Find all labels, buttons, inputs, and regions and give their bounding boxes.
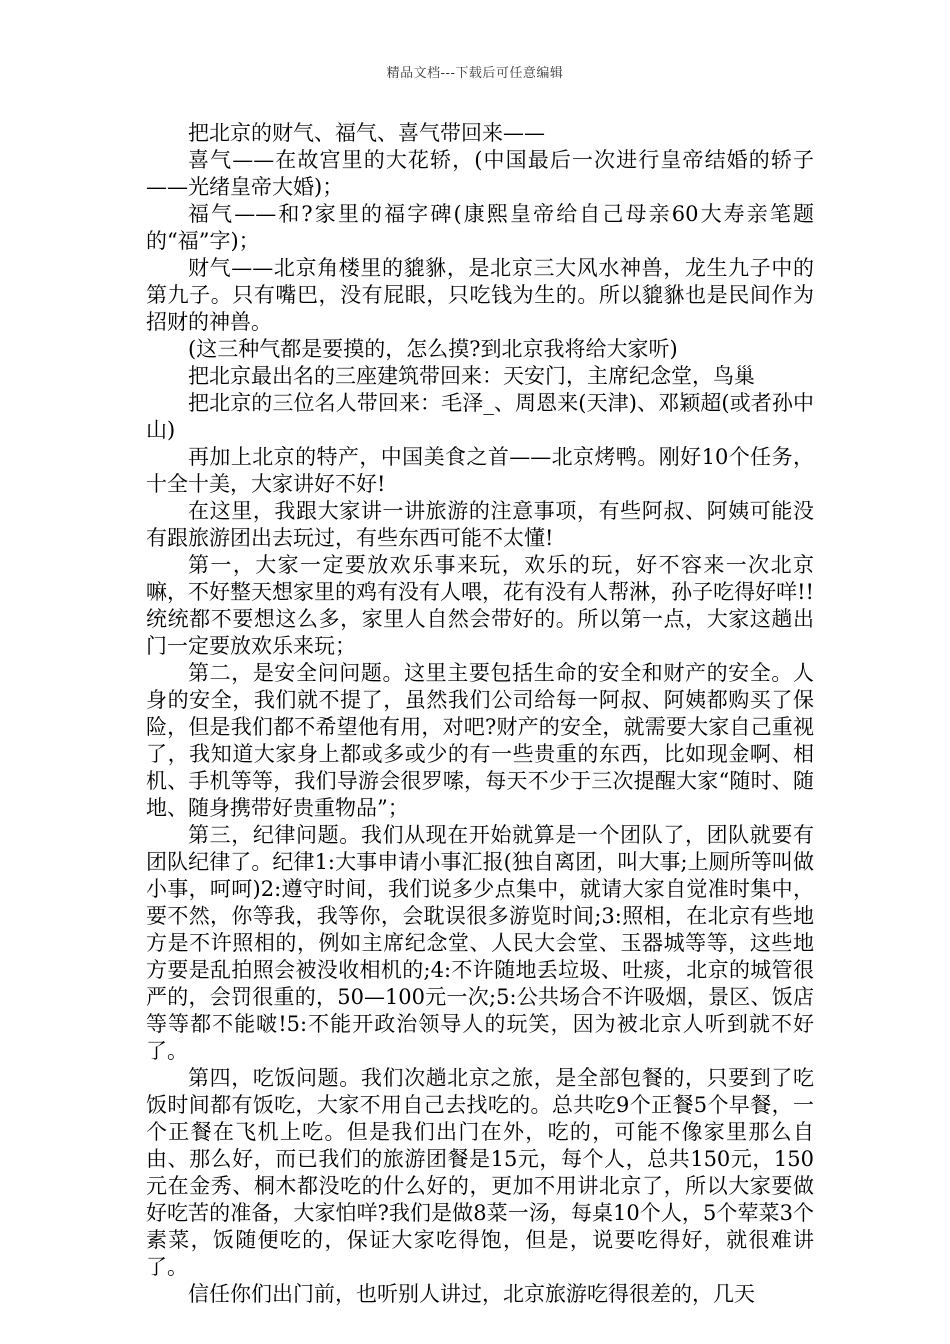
paragraph: 第二，是安全问问题。这里主要包括生命的安全和财产的安全。人身的安全，我们就不提了，虽然我们公司给每一阿叔、阿姨都购买了保险，但是我们都不希望他有用，对吧?财产的安全，就需要大家自己重视了，我知道大家身上都或多或少的有一些贵重的东西，比如现金啊、相机、手机等等，我们导游会很罗嗦，每天不少于三次提醒大家“随时、随地、随身携带好贵重物品”；: [146, 661, 814, 820]
paragraph: 把北京的财气、福气、喜气带回来——: [188, 121, 545, 145]
document-body: [146, 120, 814, 1308]
paragraph: 第一，大家一定要放欢乐事来玩，欢乐的玩，好不容来一次北京嘛，不好整天想家里的鸡有没有人喂，花有没有人帮淋，孙子吃得好咩!!统统都不要想这么多，家里人自然会带好的。所以第一点，大家这趟出门一定要放欢乐来玩；: [146, 553, 814, 658]
paragraph: 把北京的三位名人带回来：毛泽_、周恩来(天津)、邓颖超(或者孙中山): [146, 391, 814, 442]
paragraph: 财气——北京角楼里的貔貅，是北京三大风水神兽，龙生九子中的第九子。只有嘴巴，没有屁眼，只吃钱为生的。所以貔貅也是民间作为招财的神兽。: [146, 256, 814, 334]
paragraph: 在这里，我跟大家讲一讲旅游的注意事项，有些阿叔、阿姨可能没有跟旅游团出去玩过，有些东西可能不太懂!: [146, 499, 814, 550]
paragraph: 信任你们出门前，也听别人讲过，北京旅游吃得很差的，几天: [188, 1282, 755, 1306]
paragraph: 把北京最出名的三座建筑带回来：天安门，主席纪念堂，鸟巢: [188, 364, 755, 388]
paragraph: (这三种气都是要摸的，怎么摸?到北京我将给大家听): [188, 337, 678, 361]
paragraph: 喜气——在故宫里的大花轿，(中国最后一次进行皇帝结婚的轿子——光绪皇帝大婚)；: [146, 148, 814, 199]
paragraph: 第三，纪律问题。我们从现在开始就算是一个团队了，团队就要有团队纪律了。纪律1:大事申请小事汇报(独自离团，叫大事;上厕所等叫做小事，呵呵)2:遵守时间，我们说多少点集中，就请大家自觉准时集中，要不然，你等我，我等你，会耽误很多游览时间;3:照相，在北京有些地方是不许照相的，例如主席纪念堂、人民大会堂、玉器城等等，这些地方要是乱拍照会被没收相机的;4:不许随地丢垃圾、吐痰，北京的城管很严的，会罚很重的，50—100元一次;5:公共场合不许吸烟，景区、饭店等等都不能啵!5:不能开政治领导人的玩笑，因为被北京人听到就不好了。: [146, 823, 814, 1063]
paragraph: 福气——和?家里的福字碑(康熙皇帝给自己母亲60大寿亲笔题的“福”字)；: [146, 202, 814, 253]
paragraph: 再加上北京的特产，中国美食之首——北京烤鸭。刚好10个任务，十全十美，大家讲好不好!: [146, 445, 814, 496]
paragraph: 第四，吃饭问题。我们次趟北京之旅，是全部包餐的，只要到了吃饭时间都有饭吃，大家不用自己去找吃的。总共吃9个正餐5个早餐，一个正餐在飞机上吃。但是我们出门在外，吃的，可能不像家里那么自由、那么好，而已我们的旅游团餐是15元，每个人，总共150元，150元在金秀、桐木都没吃的什么好的，更加不用讲北京了，所以大家要做好吃苦的准备，大家怕咩?我们是做8菜一汤，每桌10个人，5个荤菜3个素菜，饭随便吃的，保证大家吃得饱，但是，说要吃得好，就很难讲了。: [146, 1066, 814, 1279]
page-header: 精品文档---下载后可任意编辑: [386, 66, 564, 81]
